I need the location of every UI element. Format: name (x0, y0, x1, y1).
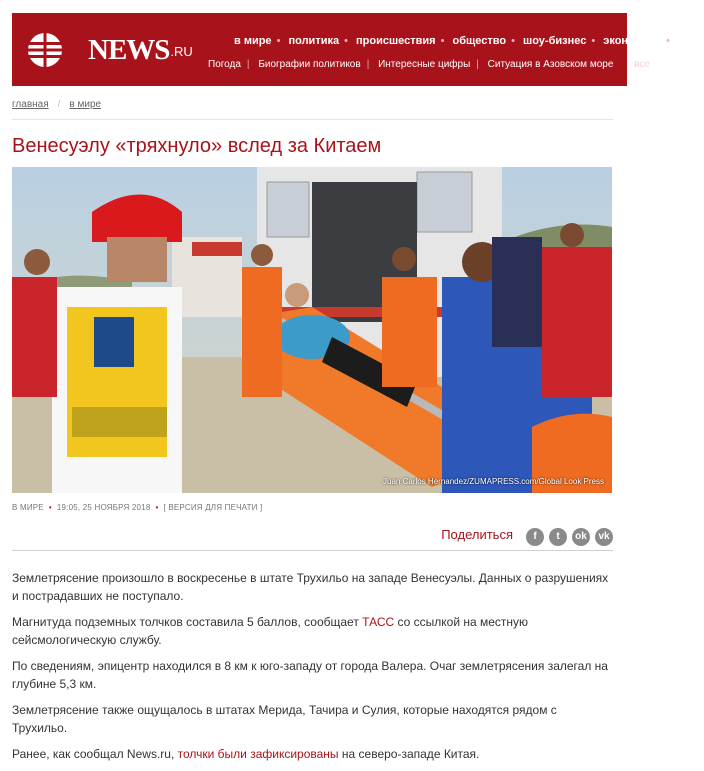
secondary-nav: Погода | Биографии политиков | Интересные цифры | Ситуация в Азовском море все (208, 59, 650, 70)
vk-icon[interactable]: vk (595, 528, 613, 546)
nav-link-all[interactable]: все (634, 59, 650, 70)
nav-link-figures[interactable]: Интересные цифры (378, 59, 471, 70)
nav-item-society[interactable]: общество (452, 35, 507, 47)
primary-nav: в мире • политика • происшествия • общество • шоу-бизнес • экономика • спор (234, 35, 704, 47)
photo-credit: Juan Carlos Hernandez/ZUMAPRESS.com/Global Look Press (383, 477, 604, 486)
breadcrumb-section[interactable]: в мире (69, 99, 102, 110)
divider (12, 119, 613, 120)
share-label: Поделиться (441, 527, 513, 542)
article-paragraph: Магнитуда подземных толчков составила 5 баллов, сообщает ТАСС со ссылкой на местную сейсмологическую службу. (12, 615, 529, 647)
print-version-link[interactable]: [ ВЕРСИЯ ДЛЯ ПЕЧАТИ ] (163, 503, 263, 512)
related-article-link[interactable]: толчки были зафиксированы (177, 747, 339, 761)
facebook-icon[interactable]: f (526, 528, 544, 546)
share-bar (12, 522, 613, 551)
page-title: Венесуэлу «тряхнуло» вслед за Китаем (12, 135, 382, 157)
article-paragraph: Ранее, как сообщал News.ru, толчки были зафиксированы на северо-западе Китая. (12, 747, 480, 761)
breadcrumb-home[interactable]: главная (12, 99, 49, 110)
share-icons (521, 526, 613, 546)
nav-item-showbiz[interactable]: шоу-бизнес (523, 35, 587, 47)
article-photo (12, 167, 612, 493)
nav-item-world[interactable]: в мире (234, 35, 272, 47)
article-paragraph: По сведениям, эпицентр находился в 8 км к юго-западу от города Валера. Очаг землетрясения залегал на глубине 5,3 км. (12, 659, 608, 691)
nav-item-politics[interactable]: политика (288, 35, 340, 47)
nav-item-sport[interactable]: спор (678, 35, 704, 47)
tass-link[interactable]: ТАСС (362, 615, 395, 629)
article-paragraph: Землетрясение произошло в воскресенье в штате Трухильо на западе Венесуэлы. Данных о разрушениях и пострадавших не поступало. (12, 571, 609, 603)
odnoklassniki-icon[interactable]: ok (572, 528, 590, 546)
logo[interactable] (12, 13, 207, 86)
logo-text: $NEWS^{.RU}$ (88, 34, 193, 66)
article-body (12, 569, 613, 771)
nav-item-incidents[interactable]: происшествия (356, 35, 436, 47)
nav-link-weather[interactable]: Погода (208, 59, 241, 70)
article-paragraph: Землетрясение также ощущалось в штатах Мерида, Тачира и Сулия, которые находятся рядом с Трухильо. (12, 703, 557, 735)
twitter-icon[interactable]: t (549, 528, 567, 546)
logo-globe-icon (26, 31, 64, 69)
site-header (12, 13, 704, 86)
nav-item-economy[interactable]: экономика (603, 35, 662, 47)
breadcrumb: главная / в мире (12, 99, 102, 110)
meta-section[interactable]: В МИРЕ (12, 503, 44, 512)
nav-link-biographies[interactable]: Биографии политиков (258, 59, 361, 70)
meta-datetime: 19:05, 25 НОЯБРЯ 2018 (56, 503, 151, 512)
article-meta: В МИРЕ • 19:05, 25 НОЯБРЯ 2018 • [ ВЕРСИЯ ДЛЯ ПЕЧАТИ ] (12, 503, 263, 512)
nav-link-azov[interactable]: Ситуация в Азовском море (487, 59, 614, 70)
